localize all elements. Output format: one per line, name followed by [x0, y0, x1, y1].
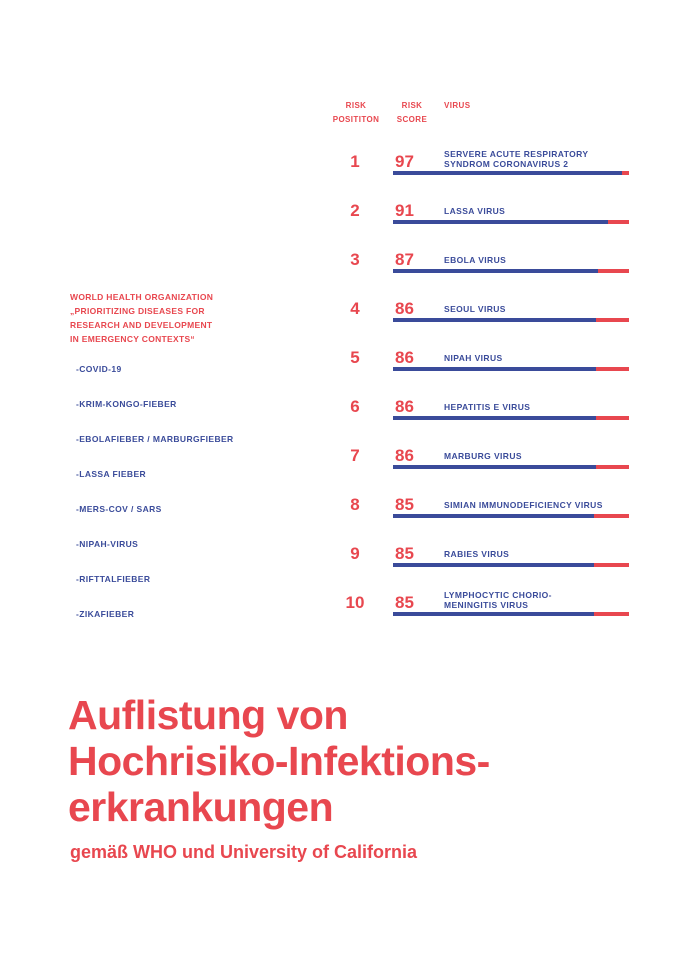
risk-score-label: 87 — [395, 250, 414, 269]
risk-position-label: 1 — [350, 152, 360, 171]
risk-score-label: 97 — [395, 152, 414, 171]
list-item: -COVID-19 — [76, 364, 122, 374]
virus-name — [444, 304, 634, 314]
title-line: Auflistung von — [68, 692, 348, 738]
virus-name-line: NIPAH VIRUS — [444, 353, 503, 363]
virus-name-line: MARBURG VIRUS — [444, 451, 522, 461]
score-bar-track — [393, 612, 629, 616]
risk-position-label: 8 — [350, 495, 360, 514]
risk-position-label: 5 — [350, 348, 360, 367]
score-bar-track — [393, 514, 629, 518]
chart-row — [0, 250, 680, 290]
page-title — [68, 692, 668, 830]
virus-name — [444, 590, 634, 610]
page-subtitle: gemäß WHO und University of California — [70, 842, 418, 862]
risk-position-label: 2 — [350, 201, 360, 220]
score-bar-track — [393, 269, 629, 273]
virus-name — [444, 402, 634, 412]
virus-name-line: SYNDROM CORONAVIRUS 2 — [444, 159, 569, 169]
list-item: -ZIKAFIEBER — [76, 609, 135, 619]
risk-score-label: 86 — [395, 446, 414, 465]
risk-position-label: 10 — [345, 593, 365, 612]
virus-name — [444, 549, 634, 559]
virus-name — [444, 451, 634, 461]
title-line: Hochrisiko-Infektions- — [68, 738, 490, 784]
score-bar — [393, 465, 596, 469]
who-heading-line: RESEARCH AND DEVELOPMENT — [70, 320, 213, 330]
risk-score-label: 86 — [395, 299, 414, 318]
chart-row — [0, 149, 680, 192]
who-heading-line: „PRIORITIZING DISEASES FOR — [70, 306, 205, 316]
virus-name-line: EBOLA VIRUS — [444, 255, 507, 265]
score-bar-track — [393, 171, 629, 175]
virus-name-line: LYMPHOCYTIC CHORIO- — [444, 590, 552, 600]
virus-name — [444, 500, 634, 510]
list-item: -RIFTTALFIEBER — [76, 574, 151, 584]
list-item: -EBOLAFIEBER / MARBURGFIEBER — [76, 434, 234, 444]
list-item: -NIPAH-VIRUS — [76, 539, 139, 549]
virus-name — [444, 149, 634, 169]
score-bar — [393, 612, 594, 616]
risk-score-label: 86 — [395, 348, 414, 367]
score-bar-track — [393, 465, 629, 469]
header-risk-score — [392, 99, 432, 127]
score-bar — [393, 367, 596, 371]
virus-name — [444, 353, 634, 363]
header-risk-position — [327, 99, 385, 127]
score-bar-track — [393, 318, 629, 322]
risk-score-label: 86 — [395, 397, 414, 416]
score-bar — [393, 563, 594, 567]
header-risk-score-line2: SCORE — [396, 115, 428, 124]
risk-position-label: 9 — [350, 544, 360, 563]
virus-name-line: LASSA VIRUS — [444, 206, 506, 216]
score-bar-track — [393, 416, 629, 420]
virus-name-line: SEOUL VIRUS — [444, 304, 506, 314]
chart-row — [0, 201, 680, 241]
score-bar — [393, 514, 594, 518]
score-bar — [393, 171, 622, 175]
virus-name — [444, 206, 634, 216]
score-bar — [393, 220, 608, 224]
score-bar-track — [393, 563, 629, 567]
score-bar-track — [393, 367, 629, 371]
virus-name-line: MENINGITIS VIRUS — [444, 600, 529, 610]
who-heading — [70, 290, 270, 346]
score-bar — [393, 318, 596, 322]
risk-score-label: 85 — [395, 593, 414, 612]
who-disease-list — [76, 364, 234, 644]
header-risk-score-line1: RISK — [401, 101, 423, 110]
title-line: erkrankungen — [68, 784, 334, 830]
header-virus: VIRUS — [444, 101, 471, 110]
risk-position-label: 4 — [350, 299, 360, 318]
list-item: -LASSA FIEBER — [76, 469, 147, 479]
score-bar — [393, 269, 598, 273]
who-heading-line: WORLD HEALTH ORGANIZATION — [70, 292, 214, 302]
risk-position-label: 6 — [350, 397, 360, 416]
virus-name-line: SIMIAN IMMUNODEFICIENCY VIRUS — [444, 500, 603, 510]
virus-name — [444, 255, 634, 265]
list-item: -MERS-COV / SARS — [76, 504, 162, 514]
risk-position-label: 7 — [350, 446, 360, 465]
score-bar — [393, 416, 596, 420]
list-item: -KRIM-KONGO-FIEBER — [76, 399, 177, 409]
risk-score-label: 85 — [395, 544, 414, 563]
header-risk-position-line1: RISK — [345, 101, 367, 110]
risk-score-label: 85 — [395, 495, 414, 514]
virus-name-line: SERVERE ACUTE RESPIRATORY — [444, 149, 589, 159]
header-risk-position-line2: POSITITON — [332, 115, 380, 124]
risk-score-label: 91 — [395, 201, 414, 220]
virus-name-line: HEPATITIS E VIRUS — [444, 402, 531, 412]
who-heading-line: IN EMERGENCY CONTEXTS“ — [70, 334, 195, 344]
risk-position-label: 3 — [350, 250, 360, 269]
score-bar-track — [393, 220, 629, 224]
virus-name-line: RABIES VIRUS — [444, 549, 510, 559]
